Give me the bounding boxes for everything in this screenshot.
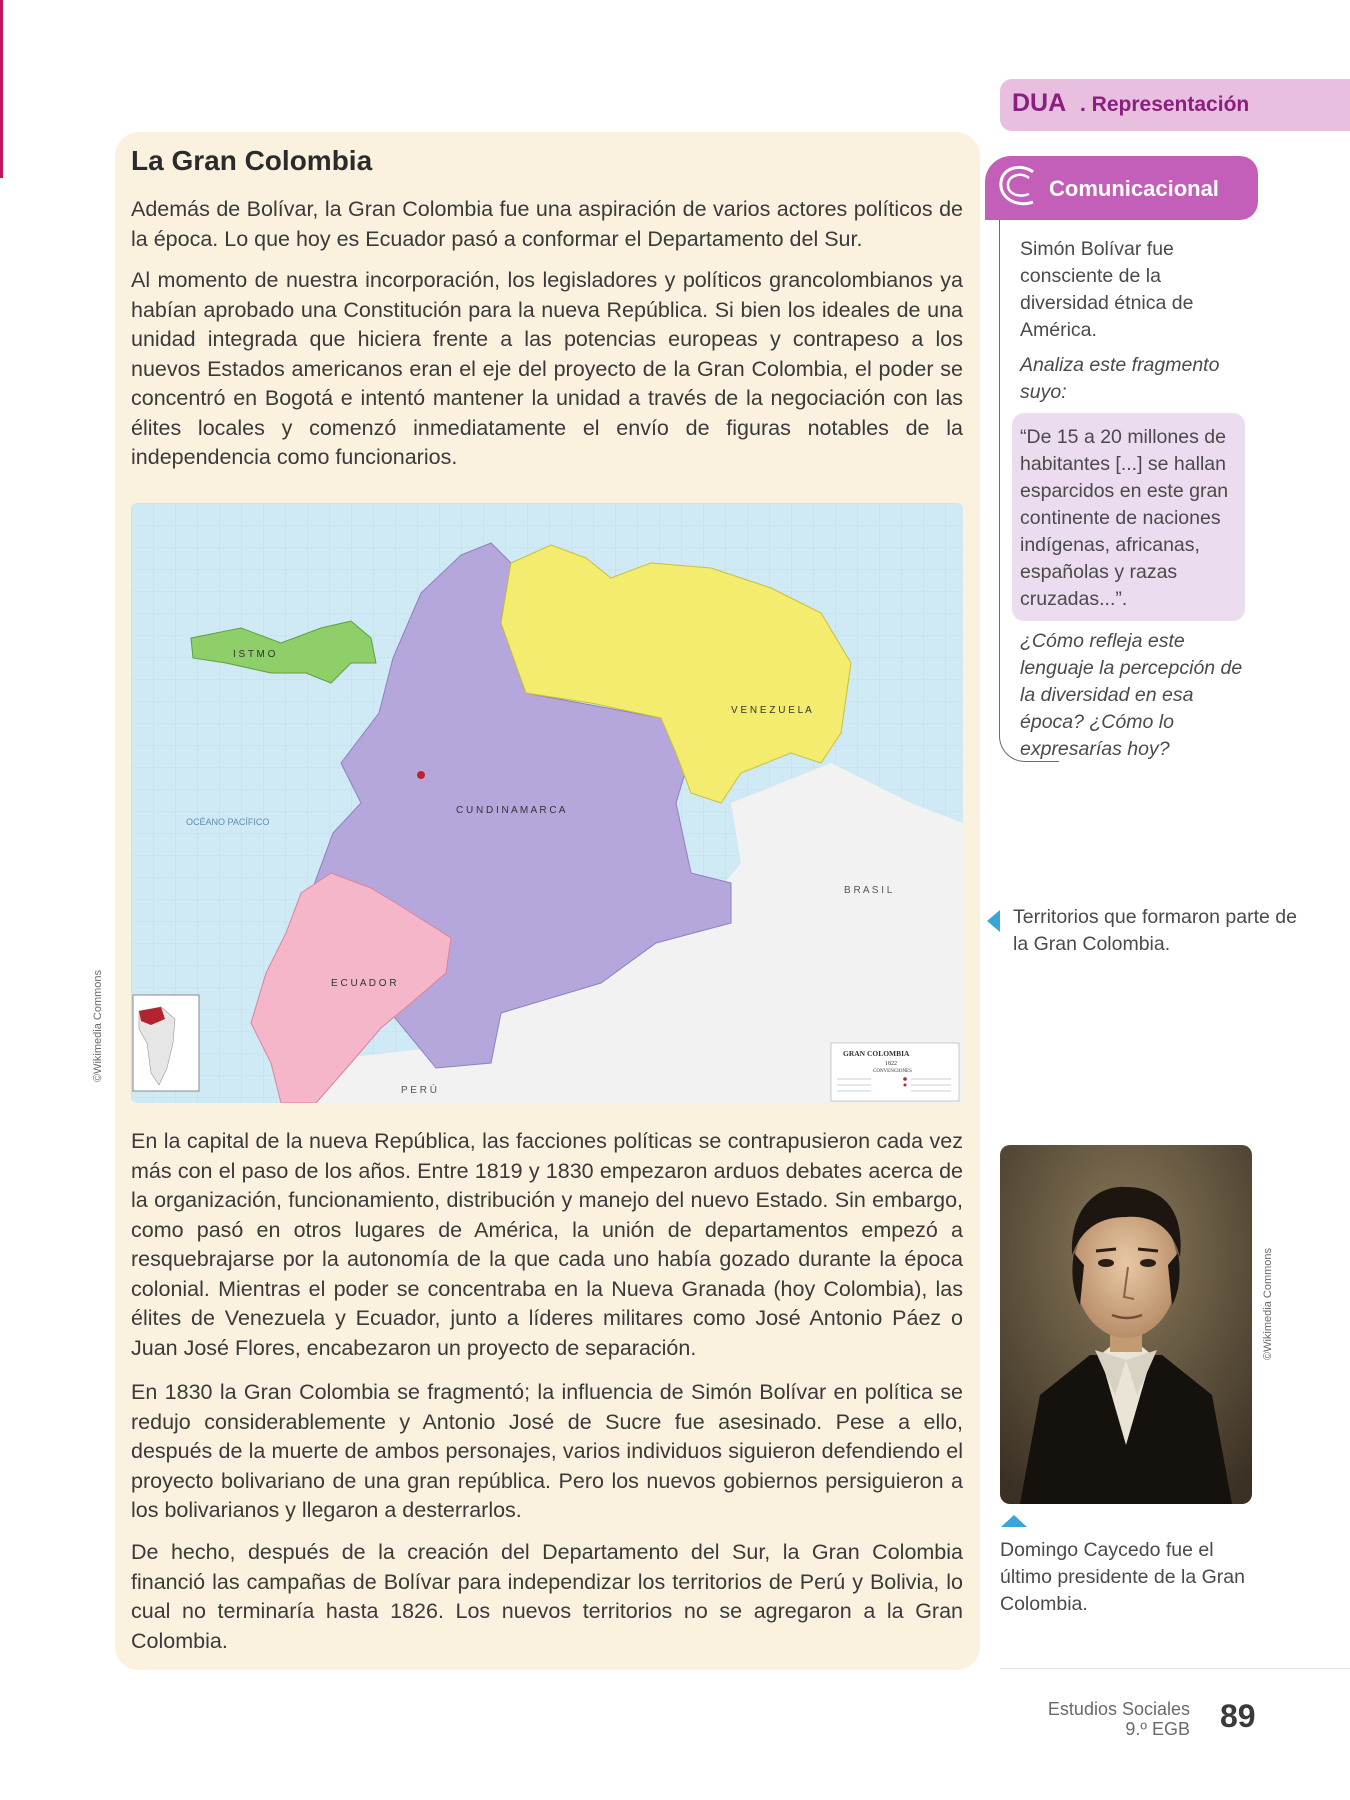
comunicacional-header <box>985 156 1258 220</box>
map-legend-subtitle: CONVENCIONES <box>873 1069 912 1074</box>
portrait-caption: Domingo Caycedo fue el último presidente de la Gran Colombia. <box>1000 1539 1245 1615</box>
map-label-brasil: B R A S I L <box>844 885 893 896</box>
sidebar-questions: ¿Cómo refleja este lenguaje la percepción de la diversidad en esa época? ¿Cómo lo expresarías hoy? <box>1020 630 1243 760</box>
sidebar-instruction: Analiza este fragmento suyo: <box>1020 354 1220 403</box>
paragraph-incorporation: Al momento de nuestra incorporación, los legisladores y políticos grancolombianos ya habían aprobado una Constitución para la nueva República. Si bien los ideales de una unidad integrada que hiciera frente a las potencias europeas y contrapeso a los nuevos Estados americanos eran el eje del proyecto de la Gran Colombia, el poder se concentró en Bogotá e intentó mantener la unidad a través de la negociación con las élites locales y comenzó inmediatamente el envío de figuras notables de la independencia como funcionarios. <box>131 268 963 469</box>
page-title: La Gran Colombia <box>131 145 373 176</box>
page-edge-accent <box>0 0 3 178</box>
footer-grade: 9.º EGB <box>1125 1719 1190 1739</box>
map-capital-marker <box>417 771 425 779</box>
map-label-venezuela: V E N E Z U E L A <box>731 705 812 716</box>
dua-tab <box>1000 79 1350 131</box>
map-label-cundinamarca: C U N D I N A M A R C A <box>456 805 566 816</box>
page-number: 89 <box>1220 1698 1256 1734</box>
map-legend-year: 1822 <box>885 1061 897 1067</box>
portrait-credit: ©Wikimedia Commons <box>1262 1247 1274 1360</box>
map-legend-title: GRAN COLOMBIA <box>843 1049 910 1058</box>
paragraph-fragmentation: En 1830 la Gran Colombia se fragmentó; la influencia de Simón Bolívar en política se redujo considerablemente y Antonio José de Sucre fue asesinado. Pese a ello, después de la muerte de ambos personajes, varios individuos siguieron defendiendo el proyecto bolivariano de una gran república. Pero los nuevos gobiernos persiguieron a los bolivarianos y llegaron a desterrarlos. <box>131 1380 963 1522</box>
map-label-oceano: OCÉANO PACÍFICO <box>186 817 270 827</box>
map-label-istmo: I S T M O <box>233 649 276 660</box>
speech-c-icon <box>993 162 1041 214</box>
gran-colombia-map <box>131 503 963 1103</box>
comunicacional-label: Comunicacional <box>1049 176 1219 201</box>
map-label-peru: P E R Ú <box>401 1085 437 1096</box>
caption-pointer-up-icon <box>1001 1515 1027 1527</box>
dua-sublabel: . Representación <box>1080 93 1250 116</box>
map-caption: Territorios que formaron parte de la Gran Colombia. <box>1013 906 1297 955</box>
dua-label: DUA <box>1012 89 1067 117</box>
bolivar-quote: “De 15 a 20 millones de habitantes [...] se hallan esparcidos en este gran continente de naciones indígenas, africanas, españolas y razas cruzadas...”. <box>1020 426 1229 610</box>
map-label-ecuador: E C U A D O R <box>331 978 397 989</box>
sidebar-intro: Simón Bolívar fue consciente de la diversidad étnica de América. <box>1020 238 1194 341</box>
map-credit: ©Wikimedia Commons <box>92 969 104 1082</box>
paragraph-campaigns: De hecho, después de la creación del Departamento del Sur, la Gran Colombia financió las campañas de Bolívar para independizar los territorios de Perú y Bolivia, lo cual no terminaría hasta 1826. Los nuevos territorios no se agregaron a la Gran Colombia. <box>131 1540 963 1653</box>
footer-divider <box>1000 1668 1350 1669</box>
caption-pointer-left-icon <box>987 910 1000 932</box>
paragraph-factions: En la capital de la nueva República, las facciones políticas se contrapusieron cada vez más con el paso de los años. Entre 1819 y 1830 empezaron arduos debates acerca de la organización, funcionamiento, distribución y manejo del nuevo Estado. Sin embargo, como pasó en otros lugares de América, la unión de departamentos empezó a resquebrajarse por la autonomía de la que cada uno había gozado durante la época colonial. Mientras el poder se concentraba en la Nueva Granada (hoy Colombia), las élites de Venezuela y Ecuador, junto a líderes militares como José Antonio Páez o Juan José Flores, encabezaron un proyecto de separación. <box>131 1129 963 1360</box>
portrait-domingo-caycedo <box>1000 1145 1252 1504</box>
paragraph-intro: Además de Bolívar, la Gran Colombia fue una aspiración de varios actores políticos de la época. Lo que hoy es Ecuador pasó a conformar el Departamento del Sur. <box>131 197 963 251</box>
footer-subject: Estudios Sociales <box>1047 1699 1190 1719</box>
